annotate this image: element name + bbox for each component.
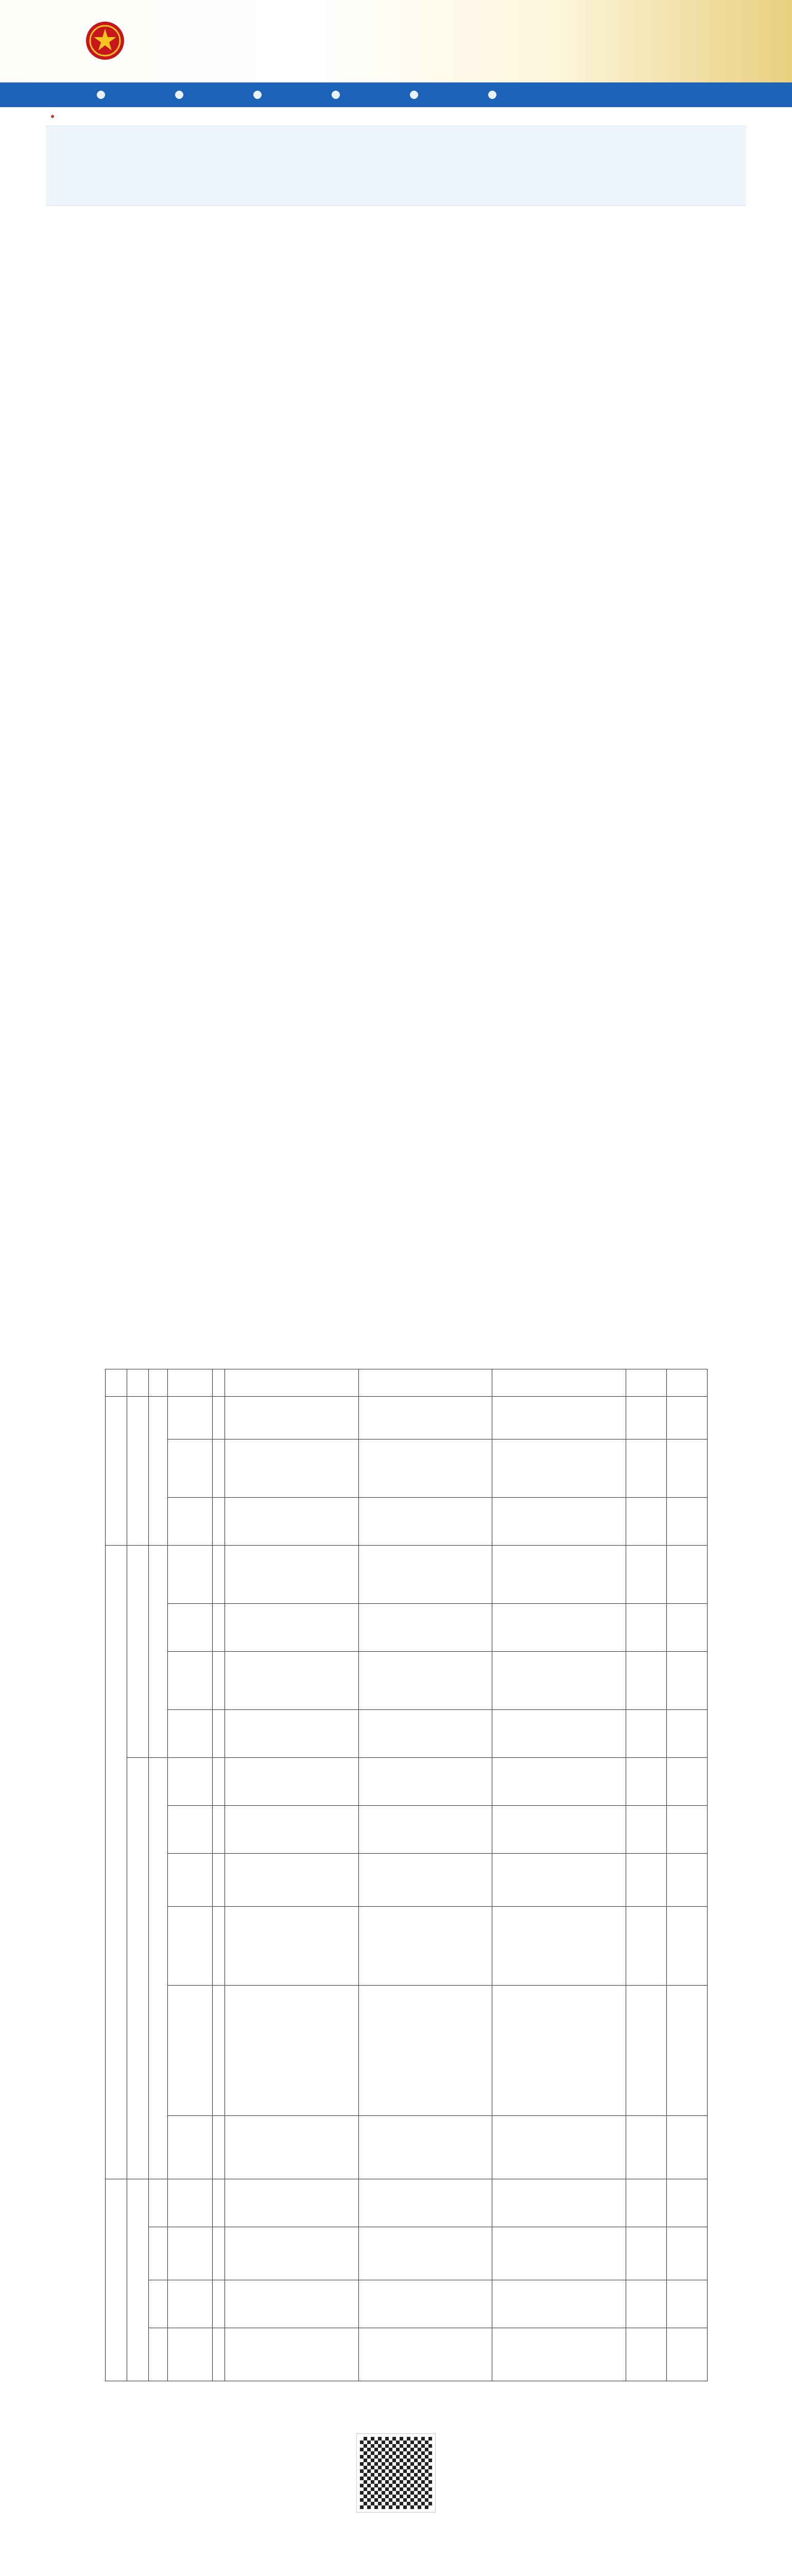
- kpi-table: [105, 1369, 708, 2381]
- table-cell: [212, 1986, 225, 2116]
- table-cell: [168, 1854, 213, 1907]
- table-cell: [666, 1710, 707, 1758]
- paragraph: [105, 557, 687, 630]
- table-row: [106, 1907, 708, 1986]
- paragraph: [105, 342, 687, 348]
- table-cell: [225, 1604, 359, 1652]
- table-cell: [127, 1546, 149, 1758]
- signature-org: [615, 1282, 687, 1288]
- table-cell: [212, 2227, 225, 2280]
- table-cell: [168, 2328, 213, 2381]
- print-button[interactable]: [618, 2533, 649, 2539]
- table-cell: [212, 1397, 225, 1439]
- table-cell: [149, 2328, 168, 2381]
- table-header-cell: [492, 1369, 626, 1397]
- table-cell: [212, 2116, 225, 2179]
- table-cell: [358, 1710, 492, 1758]
- subsection-heading: [131, 541, 187, 548]
- qr-code-icon: [357, 2434, 435, 2512]
- table-cell: [225, 1986, 359, 2116]
- table-cell: [149, 2179, 168, 2227]
- table-cell: [212, 1758, 225, 1806]
- table-cell: [626, 2328, 666, 2381]
- subsection-heading: [131, 645, 187, 652]
- table-cell: [358, 1397, 492, 1439]
- table-cell: [225, 2280, 359, 2328]
- table-cell: [666, 1397, 707, 1439]
- table-cell: [626, 1498, 666, 1546]
- table-cell: [626, 2280, 666, 2328]
- table-header-cell: [225, 1369, 359, 1397]
- table-cell: [225, 1546, 359, 1604]
- table-cell: [212, 1806, 225, 1854]
- table-cell: [168, 1710, 213, 1758]
- table-cell: [666, 1604, 707, 1652]
- table-cell: [212, 1907, 225, 1986]
- paragraph: [105, 855, 687, 914]
- qr-section: [105, 2417, 687, 2512]
- table-cell: [225, 2328, 359, 2381]
- paragraph: [105, 369, 687, 401]
- table-header-cell: [358, 1369, 492, 1397]
- home-icon: [97, 91, 105, 99]
- table-cell: [626, 2116, 666, 2179]
- nav-policy[interactable]: [236, 82, 315, 107]
- section-heading: [131, 1229, 223, 1236]
- table-cell: [492, 2328, 626, 2381]
- site-header: [0, 0, 792, 82]
- location-dot-icon: [51, 115, 54, 118]
- table-cell: [225, 1806, 359, 1854]
- table-cell: [212, 1854, 225, 1907]
- paragraph: [105, 818, 687, 824]
- table-cell: [626, 1986, 666, 2116]
- section-heading: [131, 519, 249, 527]
- table-cell: [106, 2179, 127, 2381]
- table-header-cell: [127, 1369, 149, 1397]
- table-cell: [492, 1498, 626, 1546]
- table-header-cell: [168, 1369, 213, 1397]
- paragraph: [105, 355, 687, 361]
- table-row: [106, 1854, 708, 1907]
- breadcrumb: [46, 107, 746, 126]
- info-icon: [175, 91, 183, 99]
- table-row: [106, 2280, 708, 2328]
- table-cell: [666, 1498, 707, 1546]
- table-cell: [666, 2116, 707, 2179]
- table-row: [106, 1758, 708, 1806]
- table-row: [106, 1710, 708, 1758]
- table-cell: [225, 1498, 359, 1546]
- table-cell: [626, 1652, 666, 1710]
- table-cell: [492, 2280, 626, 2328]
- table-title: [296, 1343, 496, 1354]
- table-cell: [626, 1854, 666, 1907]
- table-cell: [225, 1652, 359, 1710]
- section-heading: [131, 264, 187, 271]
- table-cell: [358, 1758, 492, 1806]
- table-header-cell: [212, 1369, 225, 1397]
- table-header-cell: [666, 1369, 707, 1397]
- table-row: [106, 1986, 708, 2116]
- paragraph: [105, 409, 687, 442]
- table-header-cell: [106, 1369, 127, 1397]
- table-cell: [212, 1439, 225, 1498]
- table-cell: [212, 1498, 225, 1546]
- document-title: [175, 232, 617, 243]
- nav-label: [109, 91, 141, 98]
- table-cell: [212, 2179, 225, 2227]
- table-cell: [127, 1758, 149, 2179]
- table-cell: [492, 1710, 626, 1758]
- article-meta: [211, 180, 581, 185]
- table-cell: [626, 1806, 666, 1854]
- qr-caption: [339, 2417, 453, 2425]
- table-cell: [149, 1758, 168, 2179]
- table-cell: [492, 1907, 626, 1986]
- table-cell: [212, 1604, 225, 1652]
- table-cell: [626, 1710, 666, 1758]
- table-cell: [666, 1854, 707, 1907]
- table-cell: [666, 1546, 707, 1604]
- table-cell: [666, 2227, 707, 2280]
- table-cell: [168, 2116, 213, 2179]
- table-cell: [212, 2328, 225, 2381]
- table-cell: [666, 2280, 707, 2328]
- table-cell: [212, 2280, 225, 2328]
- article-body: [46, 206, 746, 2570]
- table-row: [106, 1652, 708, 1710]
- subsection-heading: [131, 456, 218, 463]
- nav-label: [344, 91, 376, 98]
- nav-label: [501, 91, 532, 98]
- section-heading: [131, 955, 229, 962]
- article: [46, 126, 746, 2570]
- paragraph: [105, 688, 687, 693]
- table-cell: [358, 2116, 492, 2179]
- table-cell: [492, 1806, 626, 1854]
- table-cell: [168, 1986, 213, 2116]
- table-cell: [225, 1854, 359, 1907]
- nav-info[interactable]: [158, 82, 236, 107]
- table-cell: [666, 1986, 707, 2116]
- table-cell: [358, 2227, 492, 2280]
- national-emblem-icon[interactable]: [85, 21, 125, 61]
- table-cell: [149, 2227, 168, 2280]
- table-cell: [626, 1439, 666, 1498]
- table-cell: [106, 1546, 127, 2179]
- page-title: [195, 153, 597, 166]
- table-cell: [358, 1604, 492, 1652]
- table-cell: [225, 1439, 359, 1498]
- table-cell: [492, 1652, 626, 1710]
- paragraph: [105, 741, 687, 787]
- table-cell: [225, 2227, 359, 2280]
- table-cell: [666, 2179, 707, 2227]
- article-tools: [105, 2533, 687, 2539]
- paragraph: [105, 922, 687, 941]
- table-cell: [168, 2280, 213, 2328]
- table-row: [106, 2116, 708, 2179]
- table-cell: [492, 1758, 626, 1806]
- table-cell: [358, 2280, 492, 2328]
- paragraph: [105, 302, 687, 334]
- table-row: [106, 2328, 708, 2381]
- table-cell: [492, 1439, 626, 1498]
- table-cell: [225, 1907, 359, 1986]
- nav-label: [266, 91, 298, 98]
- table-row: [106, 2227, 708, 2280]
- table-row: [106, 1546, 708, 1604]
- table-cell: [492, 1546, 626, 1604]
- table-cell: [168, 1439, 213, 1498]
- table-cell: [358, 1498, 492, 1546]
- topic-icon: [410, 91, 418, 99]
- table-cell: [626, 1604, 666, 1652]
- nav-topic[interactable]: [393, 82, 471, 107]
- paragraph: [105, 972, 687, 1031]
- service-icon: [332, 91, 340, 99]
- close-button[interactable]: [656, 2533, 687, 2539]
- table-cell: [492, 1986, 626, 2116]
- table-cell: [626, 1546, 666, 1604]
- signature-date: [625, 1296, 687, 1302]
- table-row: [106, 1498, 708, 1546]
- subsection-heading: [131, 285, 208, 293]
- table-row: [106, 1604, 708, 1652]
- table-cell: [358, 1652, 492, 1710]
- table-cell: [358, 1806, 492, 1854]
- section-heading: [131, 802, 260, 809]
- table-cell: [666, 2328, 707, 2381]
- table-cell: [168, 1546, 213, 1604]
- table-header-cell: [149, 1369, 168, 1397]
- table-cell: [666, 1652, 707, 1710]
- table-cell: [492, 2179, 626, 2227]
- section-heading: [131, 838, 208, 845]
- paragraph: [105, 1209, 687, 1215]
- table-cell: [666, 1439, 707, 1498]
- table-cell: [168, 2179, 213, 2227]
- table-cell: [666, 1758, 707, 1806]
- table-cell: [358, 2179, 492, 2227]
- policy-icon: [253, 91, 262, 99]
- table-cell: [666, 1806, 707, 1854]
- table-cell: [358, 2328, 492, 2381]
- article-header: [46, 126, 746, 206]
- table-cell: [626, 2227, 666, 2280]
- table-cell: [168, 1758, 213, 1806]
- table-cell: [127, 1397, 149, 1546]
- paragraph: [105, 1106, 687, 1178]
- table-cell: [626, 1758, 666, 1806]
- table-cell: [127, 2179, 149, 2381]
- section-heading: [131, 1193, 208, 1200]
- table-row: [106, 1397, 708, 1439]
- paragraph: [105, 728, 687, 734]
- nav-label: [422, 91, 454, 98]
- nav-label: [187, 91, 219, 98]
- table-cell: [666, 1907, 707, 1986]
- table-cell: [492, 2116, 626, 2179]
- table-header-row: [106, 1369, 708, 1397]
- table-cell: [225, 2179, 359, 2227]
- table-cell: [225, 2116, 359, 2179]
- paragraph: [105, 1039, 687, 1098]
- paragraph: [105, 472, 687, 505]
- table-cell: [492, 1397, 626, 1439]
- table-row: [106, 1439, 708, 1498]
- table-cell: [212, 1710, 225, 1758]
- paragraph: [105, 701, 687, 720]
- table-cell: [212, 1546, 225, 1604]
- nav-home[interactable]: [80, 82, 158, 107]
- table-cell: [358, 1907, 492, 1986]
- signature-block: [105, 1282, 687, 1302]
- table-cell: [492, 1604, 626, 1652]
- table-cell: [358, 1854, 492, 1907]
- table-cell: [225, 1397, 359, 1439]
- nav-interaction[interactable]: [471, 82, 549, 107]
- table-cell: [626, 1397, 666, 1439]
- table-cell: [358, 1546, 492, 1604]
- table-cell: [492, 1854, 626, 1907]
- table-cell: [358, 1439, 492, 1498]
- interaction-icon: [488, 91, 496, 99]
- paragraph: [105, 661, 687, 680]
- table-cell: [168, 1907, 213, 1986]
- table-cell: [212, 1652, 225, 1710]
- breadcrumb-path[interactable]: [59, 114, 260, 119]
- table-cell: [149, 1546, 168, 1758]
- main-nav: [0, 82, 792, 107]
- table-cell: [168, 2227, 213, 2280]
- table-row: [106, 1806, 708, 1854]
- table-cell: [225, 1758, 359, 1806]
- table-header-cell: [626, 1369, 666, 1397]
- table-row: [106, 2179, 708, 2227]
- table-cell: [168, 1806, 213, 1854]
- table-cell: [168, 1604, 213, 1652]
- table-cell: [492, 2227, 626, 2280]
- nav-service[interactable]: [315, 82, 393, 107]
- table-cell: [626, 2179, 666, 2227]
- table-cell: [626, 1907, 666, 1986]
- table-cell: [168, 1498, 213, 1546]
- paragraph: [105, 1246, 687, 1251]
- table-cell: [358, 1986, 492, 2116]
- table-cell: [168, 1652, 213, 1710]
- table-cell: [149, 1397, 168, 1546]
- table-cell: [168, 1397, 213, 1439]
- table-cell: [225, 1710, 359, 1758]
- table-cell: [106, 1397, 127, 1546]
- table-cell: [149, 2280, 168, 2328]
